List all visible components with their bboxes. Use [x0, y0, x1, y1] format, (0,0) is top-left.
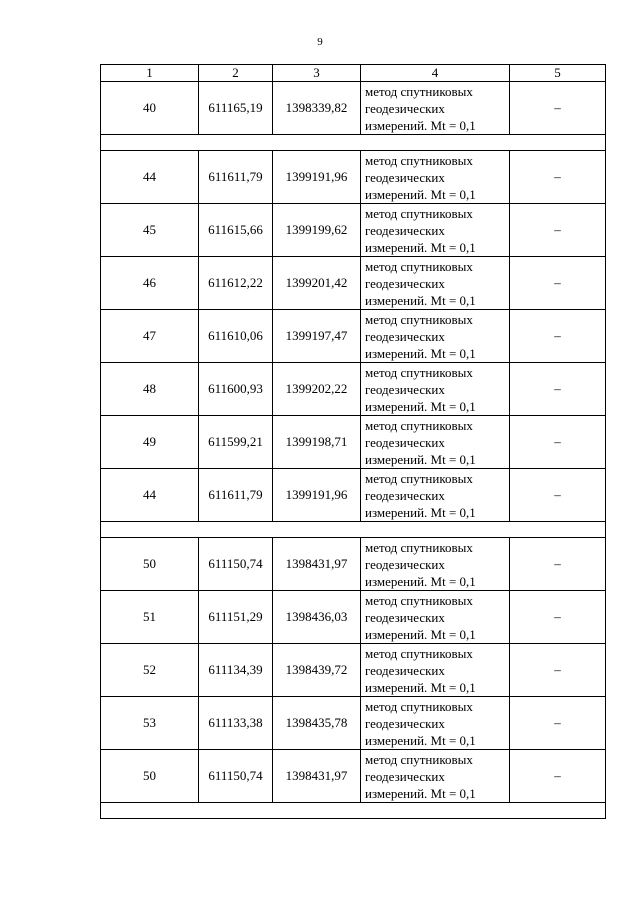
table-row [101, 310, 606, 363]
coordinate-x-cell: 611612,22 [199, 257, 273, 310]
accuracy-cell: – [510, 644, 606, 697]
method-cell [361, 591, 510, 644]
method-cell [361, 310, 510, 363]
accuracy-cell: – [510, 697, 606, 750]
coordinate-y-cell: 1399202,22 [273, 363, 361, 416]
page-number: 9 [317, 36, 323, 48]
separator-cell [101, 522, 606, 538]
point-number-cell: 50 [101, 538, 199, 591]
coordinate-y-cell: 1399198,71 [273, 416, 361, 469]
accuracy-cell: – [510, 416, 606, 469]
method-line: измерений. Mt = 0,1 [365, 117, 476, 133]
coordinate-x-cell: 611150,74 [199, 750, 273, 803]
table-row [101, 204, 606, 257]
accuracy-cell: – [510, 591, 606, 644]
column-header: 3 [273, 65, 361, 82]
column-header: 1 [101, 65, 199, 82]
coordinate-x-cell: 611615,66 [199, 204, 273, 257]
method-cell [361, 204, 510, 257]
point-number-cell: 40 [101, 82, 199, 135]
coordinate-y-cell: 1398339,82 [273, 82, 361, 135]
point-number-cell: 44 [101, 151, 199, 204]
method-cell [361, 257, 510, 310]
method-line: измерений. Mt = 0,1 [365, 626, 476, 642]
coordinate-x-cell: 611165,19 [199, 82, 273, 135]
separator-cell [101, 135, 606, 151]
method-line: геодезических [365, 222, 445, 238]
method-line: метод спутниковых [365, 592, 473, 608]
point-number-cell: 46 [101, 257, 199, 310]
method-line: метод спутниковых [365, 205, 473, 221]
coordinate-x-cell: 611151,29 [199, 591, 273, 644]
method-line: измерений. Mt = 0,1 [365, 573, 476, 589]
accuracy-cell: – [510, 363, 606, 416]
coordinate-y-cell: 1399191,96 [273, 151, 361, 204]
table-row [101, 750, 606, 803]
method-cell [361, 750, 510, 803]
accuracy-cell: – [510, 750, 606, 803]
table-row [101, 469, 606, 522]
table-row [101, 591, 606, 644]
table-row [101, 82, 606, 135]
method-line: геодезических [365, 487, 445, 503]
point-number-cell: 47 [101, 310, 199, 363]
accuracy-cell: – [510, 469, 606, 522]
coordinate-y-cell: 1398436,03 [273, 591, 361, 644]
column-header: 5 [510, 65, 606, 82]
method-line: геодезических [365, 328, 445, 344]
method-line: геодезических [365, 434, 445, 450]
method-cell [361, 82, 510, 135]
separator-row [101, 522, 606, 538]
table-row [101, 257, 606, 310]
coordinate-y-cell: 1399201,42 [273, 257, 361, 310]
method-line: геодезических [365, 275, 445, 291]
method-line: геодезических [365, 609, 445, 625]
table-row [101, 363, 606, 416]
method-line: метод спутниковых [365, 152, 473, 168]
accuracy-cell: – [510, 257, 606, 310]
method-cell [361, 416, 510, 469]
accuracy-cell: – [510, 151, 606, 204]
method-line: измерений. Mt = 0,1 [365, 345, 476, 361]
coordinate-y-cell: 1399191,96 [273, 469, 361, 522]
table-row [101, 151, 606, 204]
method-cell [361, 363, 510, 416]
method-line: геодезических [365, 556, 445, 572]
method-cell [361, 469, 510, 522]
point-number-cell: 50 [101, 750, 199, 803]
accuracy-cell: – [510, 310, 606, 363]
table-row [101, 416, 606, 469]
method-line: измерений. Mt = 0,1 [365, 679, 476, 695]
coordinate-y-cell: 1399197,47 [273, 310, 361, 363]
method-cell [361, 644, 510, 697]
method-line: измерений. Mt = 0,1 [365, 186, 476, 202]
coordinate-x-cell: 611134,39 [199, 644, 273, 697]
method-line: геодезических [365, 381, 445, 397]
separator-row [101, 135, 606, 151]
method-line: геодезических [365, 100, 445, 116]
coordinate-y-cell: 1398431,97 [273, 750, 361, 803]
accuracy-cell: – [510, 204, 606, 257]
header-row [101, 65, 606, 82]
method-line: метод спутниковых [365, 364, 473, 380]
method-line: метод спутниковых [365, 470, 473, 486]
table-body [101, 82, 606, 819]
coordinate-x-cell: 611599,21 [199, 416, 273, 469]
point-number-cell: 49 [101, 416, 199, 469]
method-line: метод спутниковых [365, 311, 473, 327]
method-line: метод спутниковых [365, 698, 473, 714]
method-line: измерений. Mt = 0,1 [365, 239, 476, 255]
coordinate-x-cell: 611133,38 [199, 697, 273, 750]
table-row [101, 697, 606, 750]
method-line: геодезических [365, 169, 445, 185]
point-number-cell: 44 [101, 469, 199, 522]
method-line: геодезических [365, 768, 445, 784]
column-header: 2 [199, 65, 273, 82]
method-line: измерений. Mt = 0,1 [365, 292, 476, 308]
point-number-cell: 53 [101, 697, 199, 750]
method-line: метод спутниковых [365, 751, 473, 767]
coordinate-y-cell: 1398439,72 [273, 644, 361, 697]
method-cell [361, 697, 510, 750]
coordinate-x-cell: 611611,79 [199, 469, 273, 522]
coordinate-x-cell: 611611,79 [199, 151, 273, 204]
accuracy-cell: – [510, 538, 606, 591]
coordinate-y-cell: 1398431,97 [273, 538, 361, 591]
method-line: измерений. Mt = 0,1 [365, 785, 476, 801]
coordinate-x-cell: 611610,06 [199, 310, 273, 363]
coordinate-y-cell: 1398435,78 [273, 697, 361, 750]
coordinate-y-cell: 1399199,62 [273, 204, 361, 257]
separator-cell [101, 803, 606, 819]
method-cell [361, 538, 510, 591]
point-number-cell: 52 [101, 644, 199, 697]
method-line: измерений. Mt = 0,1 [365, 504, 476, 520]
point-number-cell: 48 [101, 363, 199, 416]
separator-row [101, 803, 606, 819]
method-cell [361, 151, 510, 204]
coordinates-table [100, 64, 606, 819]
point-number-cell: 45 [101, 204, 199, 257]
method-line: геодезических [365, 715, 445, 731]
table-row [101, 644, 606, 697]
method-line: измерений. Mt = 0,1 [365, 732, 476, 748]
accuracy-cell: – [510, 82, 606, 135]
method-line: геодезических [365, 662, 445, 678]
method-line: метод спутниковых [365, 83, 473, 99]
method-line: измерений. Mt = 0,1 [365, 451, 476, 467]
coordinate-x-cell: 611150,74 [199, 538, 273, 591]
method-line: метод спутниковых [365, 417, 473, 433]
column-header: 4 [361, 65, 510, 82]
method-line: метод спутниковых [365, 258, 473, 274]
method-line: метод спутниковых [365, 645, 473, 661]
method-line: измерений. Mt = 0,1 [365, 398, 476, 414]
method-line: метод спутниковых [365, 539, 473, 555]
coordinate-x-cell: 611600,93 [199, 363, 273, 416]
point-number-cell: 51 [101, 591, 199, 644]
table-row [101, 538, 606, 591]
